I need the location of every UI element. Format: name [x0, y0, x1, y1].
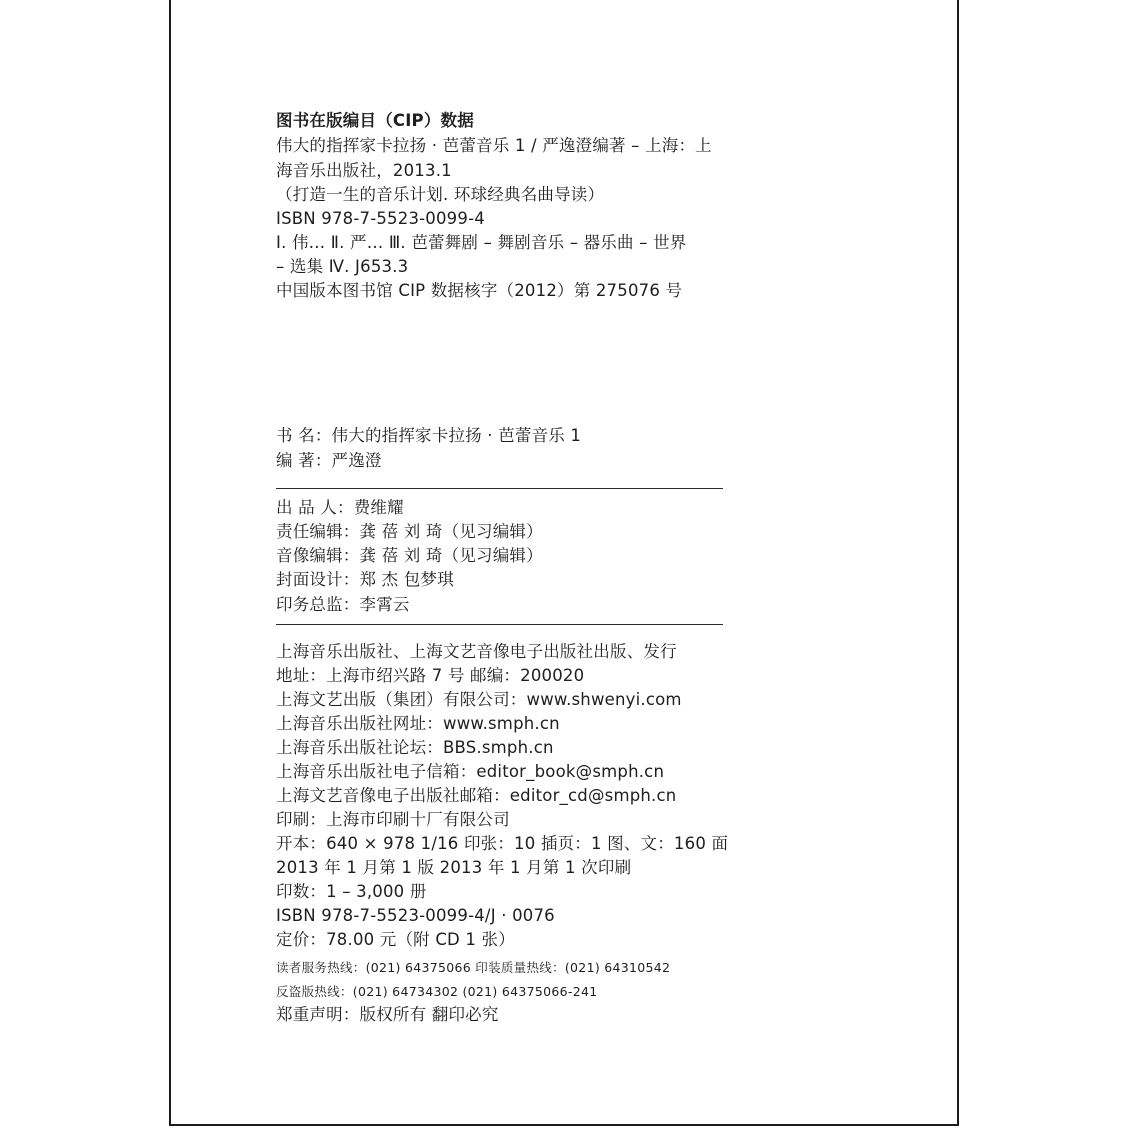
staff-av-editor-label: 音像编辑：	[276, 546, 360, 565]
staff-cover: 郑 杰 包梦琪	[359, 570, 454, 589]
cip-heading: 图书在版编目（CIP）数据	[276, 111, 474, 130]
staff-cover-row	[276, 570, 454, 590]
staff-editor-row	[276, 522, 543, 542]
staff-editor: 龚 蓓 刘 琦（见习编辑）	[359, 522, 543, 541]
staff-cover-label: 封面设计：	[276, 570, 360, 589]
imprint-hotline-1: 读者服务热线：(021) 64375066 印装质量热线：(021) 64310542	[276, 960, 671, 975]
book-author: 严逸澄	[331, 451, 382, 470]
staff-print-row	[276, 595, 410, 615]
staff-av-editor: 龚 蓓 刘 琦（见习编辑）	[359, 546, 543, 565]
imprint-email-2: 上海文艺音像电子出版社邮箱：editor_cd@smph.cn	[276, 786, 677, 805]
imprint-email-1: 上海音乐出版社电子信箱：editor_book@smph.cn	[276, 762, 665, 781]
book-title-row	[276, 426, 581, 446]
imprint-issuer: 上海音乐出版社、上海文艺音像电子出版社出版、发行	[276, 642, 677, 661]
imprint-format: 开本：640 × 978 1/16 印张：10 插页：1 图、文：160 面	[276, 834, 729, 853]
imprint-forum: 上海音乐出版社论坛：BBS.smph.cn	[276, 738, 554, 757]
imprint-printer: 印刷：上海市印刷十厂有限公司	[276, 810, 510, 829]
book-author-label: 编 著：	[276, 451, 332, 470]
cip-line-3: （打造一生的音乐计划. 环球经典名曲导读）	[276, 185, 605, 204]
imprint-print-run: 印数：1 – 3,000 册	[276, 882, 427, 901]
imprint-group-site: 上海文艺出版（集团）有限公司：www.shwenyi.com	[276, 690, 682, 709]
cip-line-1: 伟大的指挥家卡拉扬 · 芭蕾音乐 1 / 严逸澄编著 – 上海：上	[276, 136, 712, 155]
book-title-label: 书 名：	[276, 426, 332, 445]
book-author-row	[276, 451, 382, 471]
book-title: 伟大的指挥家卡拉扬 · 芭蕾音乐 1	[331, 426, 582, 445]
cip-isbn: ISBN 978-7-5523-0099-4	[276, 209, 485, 228]
staff-publisher: 费维耀	[353, 498, 404, 517]
divider-bottom	[276, 624, 723, 625]
imprint-isbn: ISBN 978-7-5523-0099-4/J · 0076	[276, 906, 555, 925]
staff-publisher-label: 出 品 人：	[276, 498, 354, 517]
cip-classification-2: – 选集 Ⅳ. J653.3	[276, 257, 409, 276]
imprint-price: 定价：78.00 元（附 CD 1 张）	[276, 930, 515, 949]
staff-print-label: 印务总监：	[276, 595, 360, 614]
imprint-music-site: 上海音乐出版社网址：www.smph.cn	[276, 714, 560, 733]
staff-av-editor-row	[276, 546, 543, 566]
cip-line-2: 海音乐出版社，2013.1	[276, 161, 452, 180]
imprint-hotline-2: 反盗版热线：(021) 64734302 (021) 64375066-241	[276, 984, 598, 999]
cip-classification-1: Ⅰ. 伟… Ⅱ. 严… Ⅲ. 芭蕾舞剧 – 舞剧音乐 – 器乐曲 – 世界	[276, 233, 687, 252]
cip-number: 中国版本图书馆 CIP 数据核字（2012）第 275076 号	[276, 281, 683, 300]
imprint-notice: 郑重声明：版权所有 翻印必究	[276, 1005, 499, 1024]
staff-publisher-row	[276, 498, 404, 518]
staff-editor-label: 责任编辑：	[276, 522, 360, 541]
imprint-address: 地址：上海市绍兴路 7 号 邮编：200020	[276, 666, 585, 685]
divider-top	[276, 488, 723, 489]
staff-print: 李霄云	[359, 595, 410, 614]
imprint-edition: 2013 年 1 月第 1 版 2013 年 1 月第 1 次印刷	[276, 858, 632, 877]
